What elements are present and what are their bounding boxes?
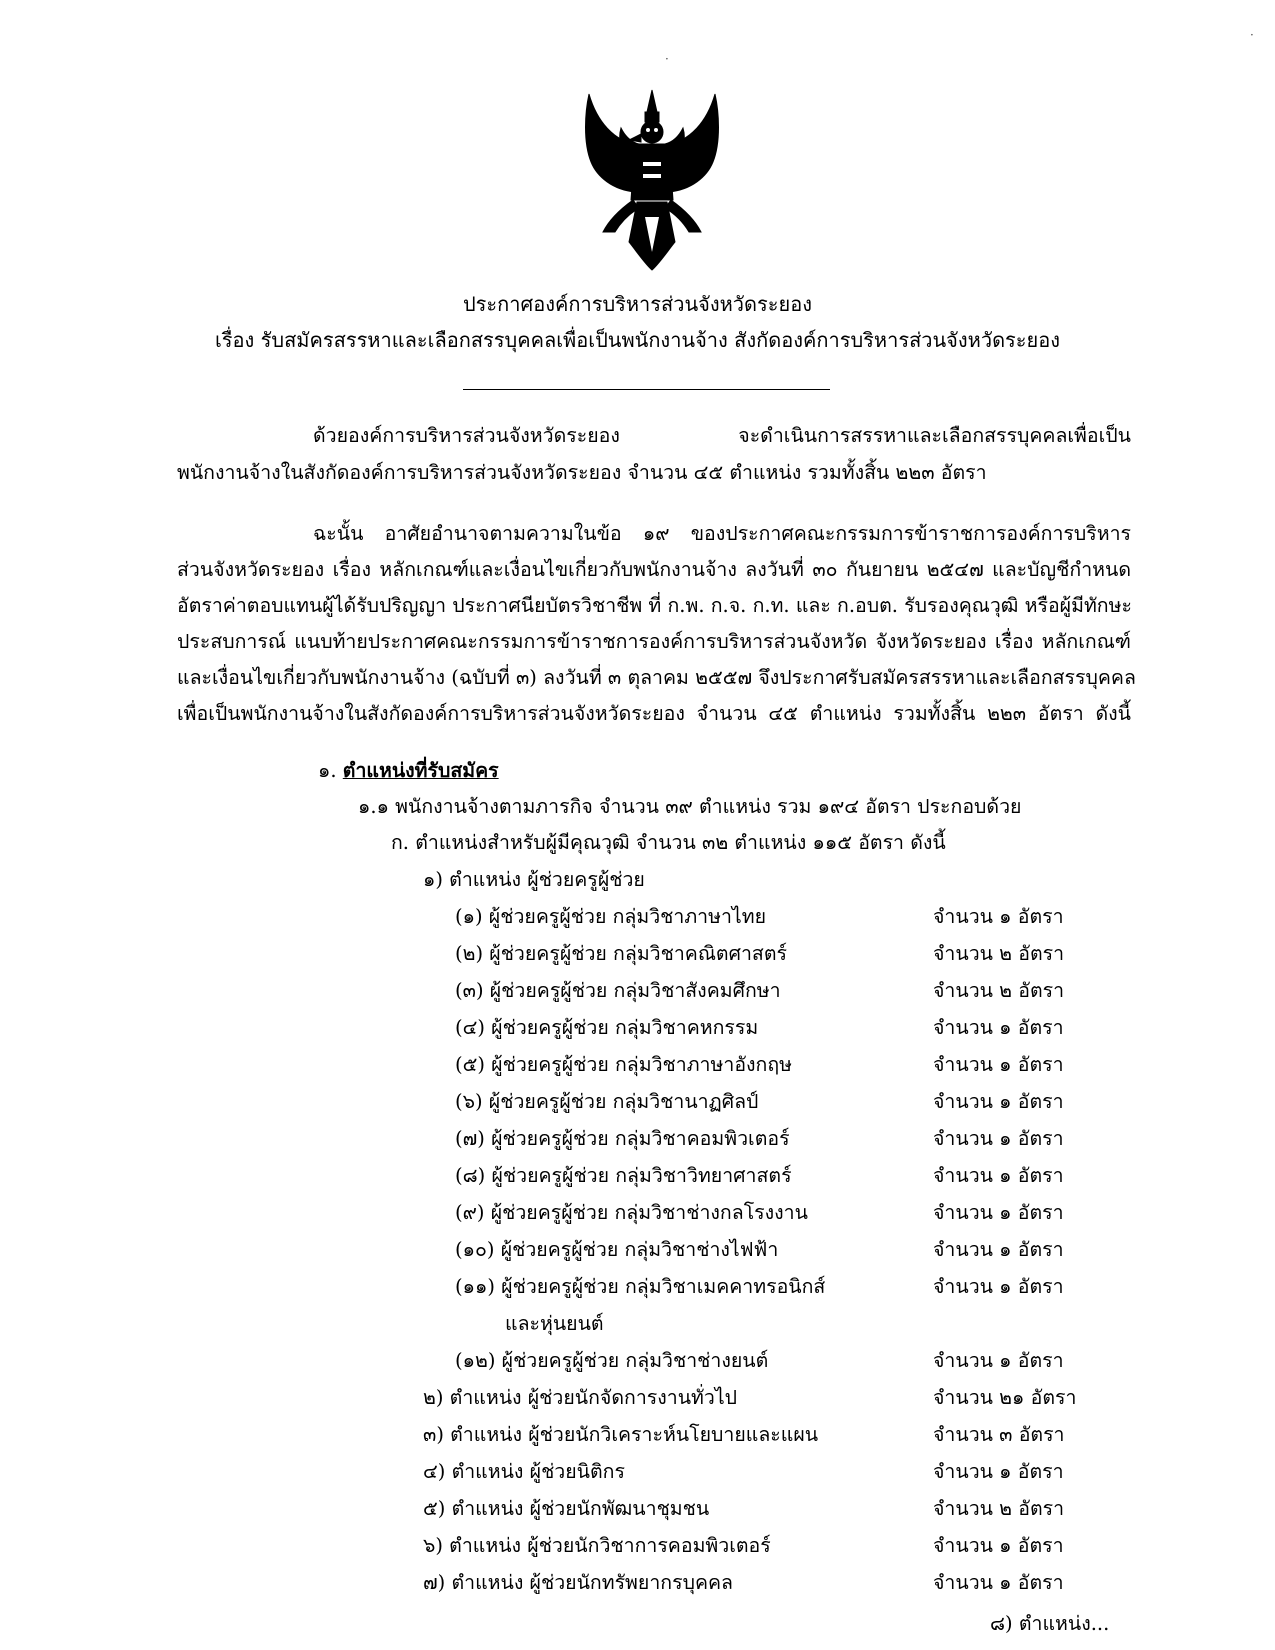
para1-line-1: ด้วยองค์การบริหารส่วนจังหวัดระยอง จะดำเนินการสรรหาและเลือกสรรบุคคลเพื่อเป็น — [313, 424, 1131, 447]
para2-line-3: อัตราค่าตอบแทนผู้ได้รับปริญญา ประกาศนียบัตรวิชาชีพ ที่ ก.พ. ก.จ. ก.ท. และ ก.อบต. รับรองคุณวุฒิ หรือผู้มีทักษะ — [177, 594, 1132, 617]
teacher-item-count: จำนวน ๑ อัตรา — [933, 1016, 1064, 1039]
teacher-item-label: (๙) ผู้ช่วยครูผู้ช่วย กลุ่มวิชาช่างกลโรงงาน — [455, 1201, 808, 1224]
teacher-item-label: (๑๑) ผู้ช่วยครูผู้ช่วย กลุ่มวิชาเมคคาทรอนิกส์ — [455, 1275, 826, 1298]
announcement-title: ประกาศองค์การบริหารส่วนจังหวัดระยอง — [462, 292, 813, 316]
announcement-subject: เรื่อง รับสมัครสรรหาและเลือกสรรบุคคลเพื่อเป็นพนักงานจ้าง สังกัดองค์การบริหารส่วนจังหวัดระยอง — [214, 328, 1061, 352]
scan-mark: · — [1250, 28, 1254, 42]
position-count: จำนวน ๓ อัตรา — [933, 1423, 1065, 1446]
position-label: ๒) ตำแหน่ง ผู้ช่วยนักจัดการงานทั่วไป — [423, 1386, 738, 1409]
teacher-item-continuation: และหุ่นยนต์ — [505, 1312, 604, 1335]
teacher-item-label: (๑) ผู้ช่วยครูผู้ช่วย กลุ่มวิชาภาษาไทย — [455, 905, 767, 928]
page-continuation: ๘) ตำแหน่ง... — [990, 1612, 1110, 1635]
position-count: จำนวน ๑ อัตรา — [933, 1571, 1064, 1594]
teacher-item-count: จำนวน ๒ อัตรา — [933, 942, 1065, 965]
teacher-item-count: จำนวน ๒ อัตรา — [933, 979, 1065, 1002]
teacher-item-label: (๒) ผู้ช่วยครูผู้ช่วย กลุ่มวิชาคณิตศาสตร์ — [455, 942, 787, 965]
teacher-item-label: (๖) ผู้ช่วยครูผู้ช่วย กลุ่มวิชานาฏศิลป์ — [455, 1090, 759, 1113]
teacher-item-label: (๘) ผู้ช่วยครูผู้ช่วย กลุ่มวิชาวิทยาศาสตร์ — [455, 1164, 792, 1187]
teacher-item-count: จำนวน ๑ อัตรา — [933, 1164, 1064, 1187]
section-heading — [318, 757, 499, 785]
position-label: ๓) ตำแหน่ง ผู้ช่วยนักวิเคราะห์นโยบายและแผน — [423, 1423, 819, 1446]
para2-line-1: ฉะนั้น อาศัยอำนาจตามความในข้อ ๑๙ ของประกาศคณะกรรมการข้าราชการองค์การบริหาร — [313, 522, 1131, 545]
position-count: จำนวน ๒๑ อัตรา — [933, 1386, 1077, 1409]
teacher-item-count: จำนวน ๑ อัตรา — [933, 1053, 1064, 1076]
position-label: ๖) ตำแหน่ง ผู้ช่วยนักวิชาการคอมพิวเตอร์ — [423, 1534, 771, 1557]
position-count: จำนวน ๑ อัตรา — [933, 1460, 1064, 1483]
teacher-item-count: จำนวน ๑ อัตรา — [933, 905, 1064, 928]
teacher-item-label: (๔) ผู้ช่วยครูผู้ช่วย กลุ่มวิชาคหกรรม — [455, 1016, 759, 1039]
position-1-heading: ๑) ตำแหน่ง ผู้ช่วยครูผู้ช่วย — [423, 868, 645, 891]
title-divider — [463, 389, 830, 390]
teacher-item-count: จำนวน ๑ อัตรา — [933, 1238, 1064, 1261]
garuda-emblem-icon — [575, 82, 730, 272]
section-title: ตำแหน่งที่รับสมัคร — [342, 759, 499, 782]
teacher-item-count: จำนวน ๑ อัตรา — [933, 1275, 1064, 1298]
scan-mark: · — [665, 52, 669, 66]
teacher-item-count: จำนวน ๑ อัตรา — [933, 1349, 1064, 1372]
teacher-item-label: (๑๒) ผู้ช่วยครูผู้ช่วย กลุ่มวิชาช่างยนต์ — [455, 1349, 769, 1372]
position-label: ๗) ตำแหน่ง ผู้ช่วยนักทรัพยากรบุคคล — [423, 1571, 733, 1594]
para2-line-4: ประสบการณ์ แนบท้ายประกาศคณะกรรมการข้าราชการองค์การบริหารส่วนจังหวัด จังหวัดระยอง เรื่อง หลักเกณฑ์ — [177, 630, 1131, 653]
position-label: ๕) ตำแหน่ง ผู้ช่วยนักพัฒนาชุมชน — [423, 1497, 710, 1520]
para2-line-6: เพื่อเป็นพนักงานจ้างในสังกัดองค์การบริหารส่วนจังหวัดระยอง จำนวน ๔๕ ตำแหน่ง รวมทั้งสิ้น ๒๒๓ อัตรา ดังนี้ — [177, 702, 1131, 725]
section-number: ๑. — [318, 759, 337, 782]
para2-line-2: ส่วนจังหวัดระยอง เรื่อง หลักเกณฑ์และเงื่อนไขเกี่ยวกับพนักงานจ้าง ลงวันที่ ๓๐ กันยายน ๒๕๔๗ และบัญชีกำหนด — [177, 558, 1131, 581]
position-count: จำนวน ๒ อัตรา — [933, 1497, 1065, 1520]
para2-line-5: และเงื่อนไขเกี่ยวกับพนักงานจ้าง (ฉบับที่ ๓) ลงวันที่ ๓ ตุลาคม ๒๕๕๗ จึงประกาศรับสมัครสรรหาและเลือกสรรบุคคล — [177, 666, 1136, 689]
teacher-item-label: (๗) ผู้ช่วยครูผู้ช่วย กลุ่มวิชาคอมพิวเตอร์ — [455, 1127, 790, 1150]
subsection-a: ก. ตำแหน่งสำหรับผู้มีคุณวุฒิ จำนวน ๓๒ ตำแหน่ง ๑๑๕ อัตรา ดังนี้ — [391, 831, 946, 854]
teacher-item-count: จำนวน ๑ อัตรา — [933, 1201, 1064, 1224]
teacher-item-label: (๕) ผู้ช่วยครูผู้ช่วย กลุ่มวิชาภาษาอังกฤษ — [455, 1053, 793, 1076]
position-count: จำนวน ๑ อัตรา — [933, 1534, 1064, 1557]
teacher-item-count: จำนวน ๑ อัตรา — [933, 1127, 1064, 1150]
teacher-item-label: (๑๐) ผู้ช่วยครูผู้ช่วย กลุ่มวิชาช่างไฟฟ้า — [455, 1238, 779, 1261]
subsection-1-1: ๑.๑ พนักงานจ้างตามภารกิจ จำนวน ๓๙ ตำแหน่ง รวม ๑๙๔ อัตรา ประกอบด้วย — [358, 795, 1022, 818]
teacher-item-label: (๓) ผู้ช่วยครูผู้ช่วย กลุ่มวิชาสังคมศึกษา — [455, 979, 781, 1002]
teacher-item-count: จำนวน ๑ อัตรา — [933, 1090, 1064, 1113]
para1-line-2: พนักงานจ้างในสังกัดองค์การบริหารส่วนจังหวัดระยอง จำนวน ๔๕ ตำแหน่ง รวมทั้งสิ้น ๒๒๓ อัตรา — [177, 461, 987, 484]
position-label: ๔) ตำแหน่ง ผู้ช่วยนิติกร — [423, 1460, 625, 1483]
